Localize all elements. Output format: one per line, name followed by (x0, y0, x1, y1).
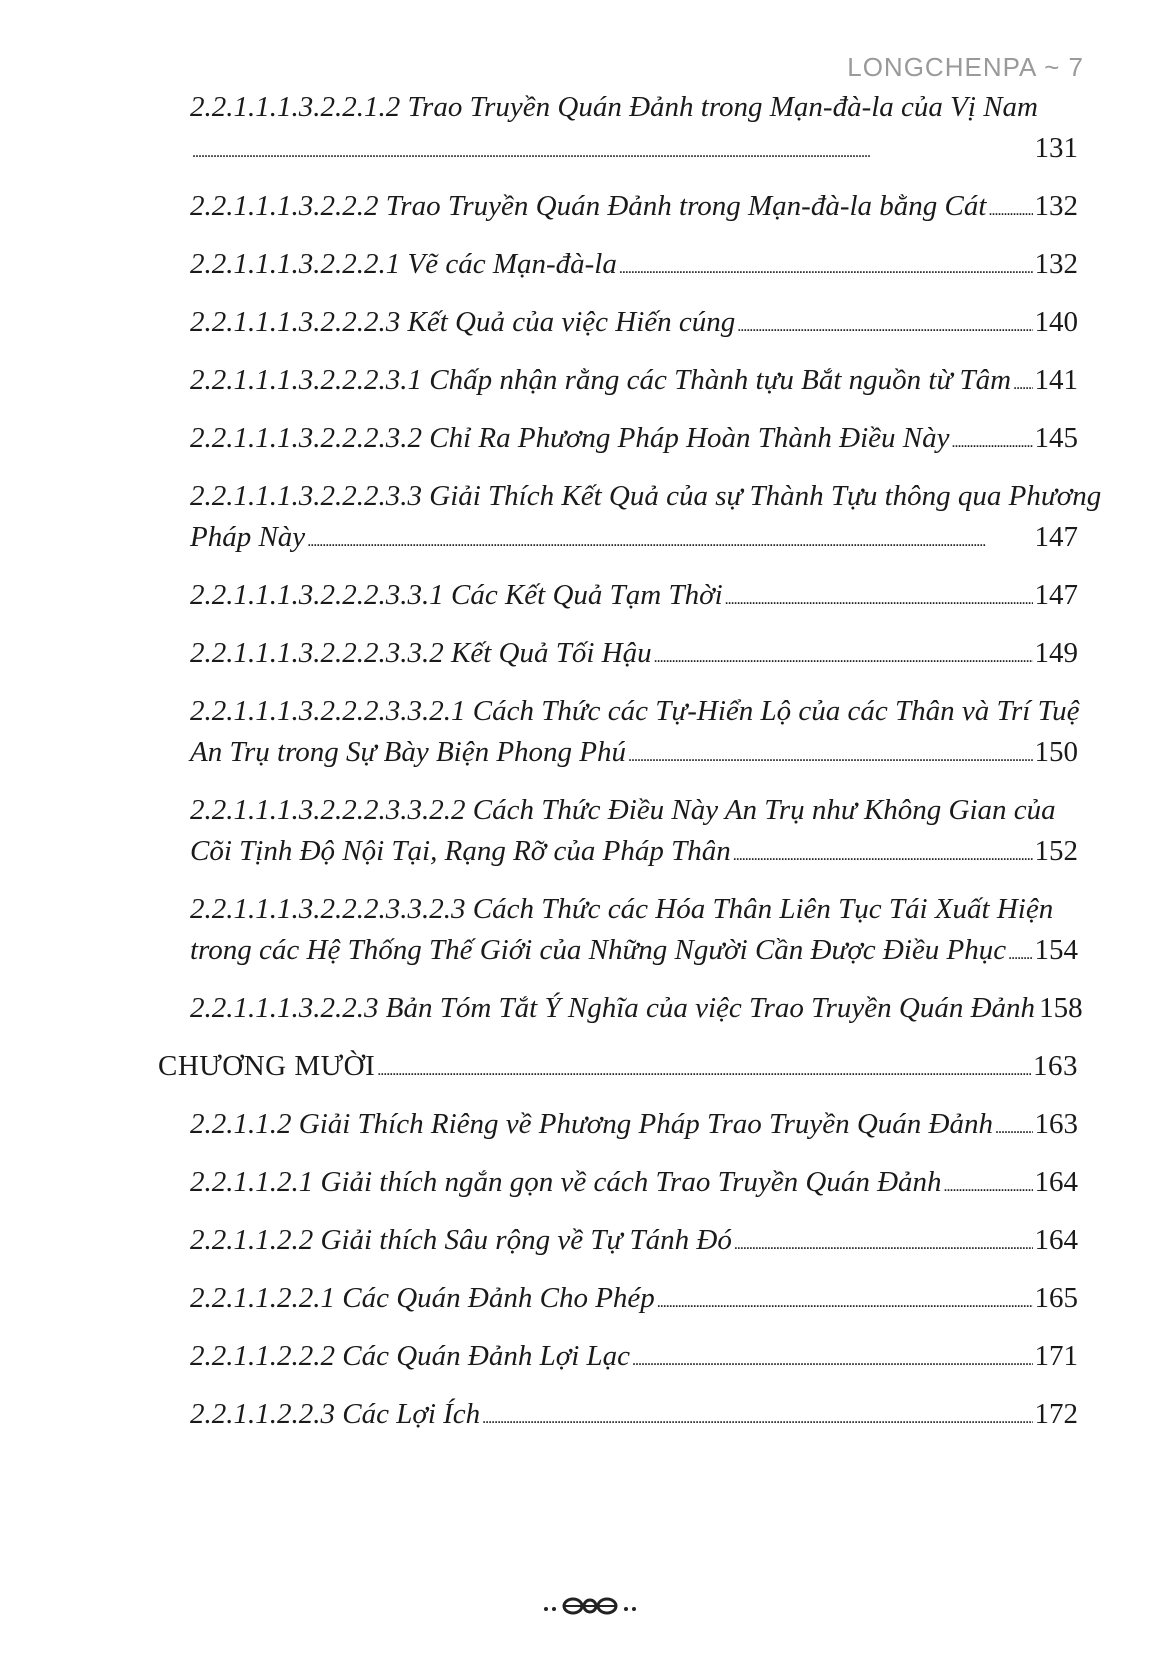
toc-page-number: 171 (1034, 1340, 1078, 1372)
toc-entry[interactable] (190, 1223, 1078, 1264)
toc-entry-title: CHƯƠNG MƯỜI (158, 1050, 376, 1082)
toc-page-number: 163 (1033, 1050, 1078, 1082)
toc-page-number: 152 (1034, 835, 1078, 867)
dot-leader (654, 636, 1033, 675)
dot-leader (632, 1339, 1032, 1378)
toc-entry[interactable] (190, 1107, 1078, 1148)
toc-entry[interactable] (190, 189, 1078, 230)
toc-page-number: 132 (1034, 190, 1078, 222)
dot-leader (1013, 363, 1032, 402)
dot-leader (628, 735, 1032, 774)
toc-page-number: 141 (1034, 364, 1078, 396)
toc-entry[interactable] (190, 363, 1078, 404)
toc-entry[interactable] (190, 247, 1078, 288)
dot-leader (192, 131, 1033, 170)
dot-leader (733, 834, 1033, 873)
toc-entry-title: 2.2.1.1.1.3.2.2.2 Trao Truyền Quán Đảnh trong Mạn-đà-la bằng Cát (190, 190, 987, 222)
toc-entry[interactable] (190, 578, 1078, 619)
toc-page-number: 147 (1034, 521, 1078, 553)
toc-page-number: 149 (1034, 637, 1078, 669)
toc-page-number: 131 (1034, 132, 1078, 164)
toc-page-number: 164 (1034, 1166, 1078, 1198)
toc-entry[interactable] (190, 1281, 1078, 1322)
toc-page-number: 147 (1034, 579, 1078, 611)
dot-leader (944, 1165, 1033, 1204)
toc-entry-title: 2.2.1.1.1.3.2.2.3 Bản Tóm Tắt Ý Nghĩa của việc Trao Truyền Quán Đảnh (190, 992, 1036, 1024)
toc-entry-title: 2.2.1.1.1.3.2.2.2.1 Vẽ các Mạn-đà-la (190, 248, 617, 280)
toc-entry-title: 2.2.1.1.1.3.2.2.2.3.3.2.1 Cách Thức các Tự-Hiển Lộ của các Thân và Trí Tuệ (190, 695, 1080, 727)
toc-entry-title: 2.2.1.1.1.3.2.2.2.3.3.2.3 Cách Thức các Hóa Thân Liên Tục Tái Xuất Hiện (190, 893, 1054, 925)
toc-page-number: 145 (1034, 422, 1078, 454)
toc-entry-title: 2.2.1.1.2.2.3 Các Lợi Ích (190, 1398, 481, 1430)
toc-page-number: 154 (1034, 934, 1078, 966)
toc-entry-title: 2.2.1.1.1.3.2.2.1.2 Trao Truyền Quán Đảnh trong Mạn-đà-la của Vị Nam (190, 91, 1038, 123)
dot-leader (1008, 933, 1032, 972)
dot-leader (952, 421, 1033, 460)
dot-leader (995, 1107, 1033, 1146)
toc-entry[interactable] (190, 636, 1078, 677)
toc-entry[interactable] (190, 694, 1078, 776)
toc-page-number: 163 (1034, 1108, 1078, 1140)
dot-leader (988, 189, 1032, 228)
toc-entry-title: 2.2.1.1.2.1 Giải thích ngắn gọn về cách Trao Truyền Quán Đảnh (190, 1166, 942, 1198)
toc-chapter-entry[interactable] (158, 1049, 1078, 1090)
toc-entry[interactable] (190, 90, 1078, 172)
toc-entry-title: 2.2.1.1.1.3.2.2.2.3.3 Giải Thích Kết Quả của sự Thành Tựu thông qua Phương (190, 480, 1102, 512)
toc-entry-title: 2.2.1.1.1.3.2.2.2.3 Kết Quả của việc Hiến cúng (190, 306, 736, 338)
toc-entry[interactable] (190, 305, 1078, 346)
toc-entry[interactable] (190, 793, 1078, 875)
toc-entry-title: 2.2.1.1.2.2.2 Các Quán Đảnh Lợi Lạc (190, 1340, 631, 1372)
toc-entry[interactable] (190, 1165, 1078, 1206)
toc-page-number: 158 (1039, 992, 1083, 1024)
dot-leader (725, 578, 1033, 617)
toc-page-number: 172 (1034, 1398, 1078, 1430)
toc-page-number: 140 (1034, 306, 1078, 338)
toc-entry-title: 2.2.1.1.1.3.2.2.2.3.3.1 Các Kết Quả Tạm Thời (190, 579, 723, 611)
toc-page-number: 150 (1034, 736, 1078, 768)
dot-leader (657, 1281, 1033, 1320)
toc-entry[interactable] (190, 991, 1083, 1032)
toc-entry-title: 2.2.1.1.1.3.2.2.2.3.3.2 Kết Quả Tối Hậu (190, 637, 652, 669)
dot-leader (377, 1049, 1031, 1088)
toc-entry-title: trong các Hệ Thống Thế Giới của Những Người Cần Được Điều Phục (190, 934, 1007, 966)
ornament-icon (540, 1591, 640, 1621)
toc-entry[interactable] (190, 892, 1078, 974)
toc-entry-title: 2.2.1.1.1.3.2.2.2.3.2 Chỉ Ra Phương Pháp Hoàn Thành Điều Này (190, 422, 950, 454)
toc-entry[interactable] (190, 1397, 1078, 1438)
dot-leader (737, 305, 1032, 344)
toc-entry-title: An Trụ trong Sự Bày Biện Phong Phú (190, 736, 627, 768)
toc-entry-title: Pháp Này (190, 521, 306, 553)
running-header: LONGCHENPA ~ 7 (847, 52, 1084, 82)
dot-leader (307, 520, 1032, 559)
toc-entry-title: 2.2.1.1.2.2 Giải thích Sâu rộng về Tự Tánh Đó (190, 1224, 732, 1256)
dot-leader (619, 247, 1033, 286)
toc-entry-title: 2.2.1.1.1.3.2.2.2.3.1 Chấp nhận rằng các Thành tựu Bắt nguồn từ Tâm (190, 364, 1012, 396)
toc-page-number: 164 (1034, 1224, 1078, 1256)
dot-leader (482, 1397, 1032, 1436)
toc-entry-title: 2.2.1.1.2.2.1 Các Quán Đảnh Cho Phép (190, 1282, 655, 1314)
toc-entry[interactable] (190, 1339, 1078, 1380)
toc-entry-title: Cõi Tịnh Độ Nội Tại, Rạng Rỡ của Pháp Thân (190, 835, 731, 867)
dot-leader (734, 1223, 1033, 1262)
toc-entry-title: 2.2.1.1.1.3.2.2.2.3.3.2.2 Cách Thức Điều Này An Trụ như Không Gian của (190, 794, 1056, 826)
toc-page-number: 165 (1034, 1282, 1078, 1314)
toc-entry-title: 2.2.1.1.2 Giải Thích Riêng về Phương Pháp Trao Truyền Quán Đảnh (190, 1108, 993, 1140)
toc-page-number: 132 (1034, 248, 1078, 280)
toc-entry[interactable] (190, 421, 1078, 462)
toc-entry[interactable] (190, 479, 1102, 561)
